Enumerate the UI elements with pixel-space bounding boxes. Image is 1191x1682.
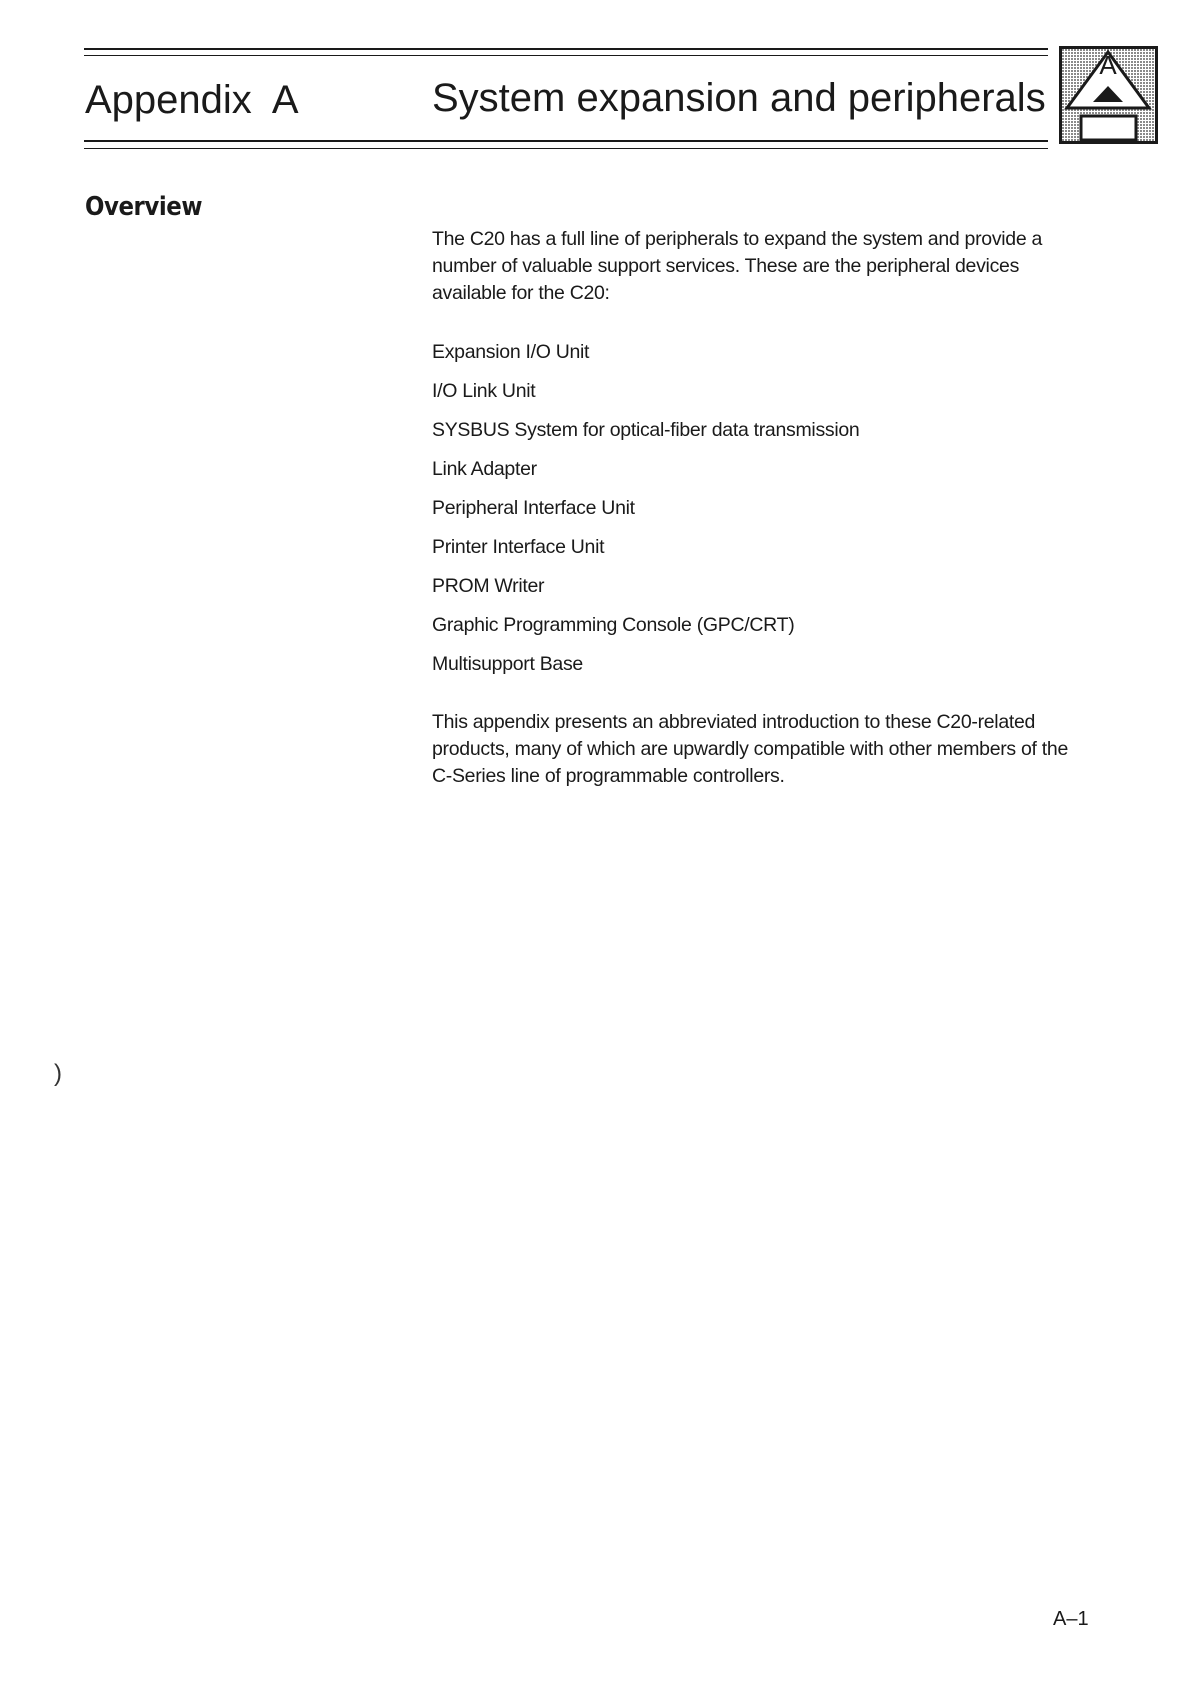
header-bottom-rule-outer: [84, 140, 1048, 142]
peripheral-item: Peripheral Interface Unit: [432, 497, 635, 519]
peripheral-item: Link Adapter: [432, 458, 537, 480]
page-number: A–1: [1053, 1608, 1089, 1630]
section-heading: Overview: [85, 192, 203, 222]
chapter-label: Appendix A: [85, 78, 299, 122]
peripheral-item: Expansion I/O Unit: [432, 341, 590, 363]
peripheral-item: Multisupport Base: [432, 653, 583, 675]
outro-paragraph: This appendix presents an abbreviated introduction to these C20-related products, many of which are upwardly compatible with other members of the C-Series line of programmable controllers.: [432, 711, 1068, 787]
peripheral-item: I/O Link Unit: [432, 380, 536, 402]
header-top-rule-outer: [84, 48, 1048, 50]
header-bottom-rule-inner: [84, 148, 1048, 149]
peripheral-list: [432, 339, 859, 690]
tab-letter: A: [1099, 50, 1117, 80]
tab-base-block: [1081, 116, 1136, 140]
margin-paren-mark: ): [54, 1060, 62, 1087]
header-top-rule-inner: [84, 55, 1048, 56]
peripheral-item: SYSBUS System for optical-fiber data transmission: [432, 419, 860, 441]
chapter-title: System expansion and peripherals: [432, 76, 1046, 120]
intro-paragraph: The C20 has a full line of peripherals to expand the system and provide a number of valuable support services. These are the peripheral devices available for the C20:: [432, 228, 1043, 304]
peripheral-item: Printer Interface Unit: [432, 536, 605, 558]
peripheral-item: Graphic Programming Console (GPC/CRT): [432, 614, 795, 636]
peripheral-item: PROM Writer: [432, 575, 545, 597]
appendix-tab-emblem: [1059, 46, 1158, 144]
